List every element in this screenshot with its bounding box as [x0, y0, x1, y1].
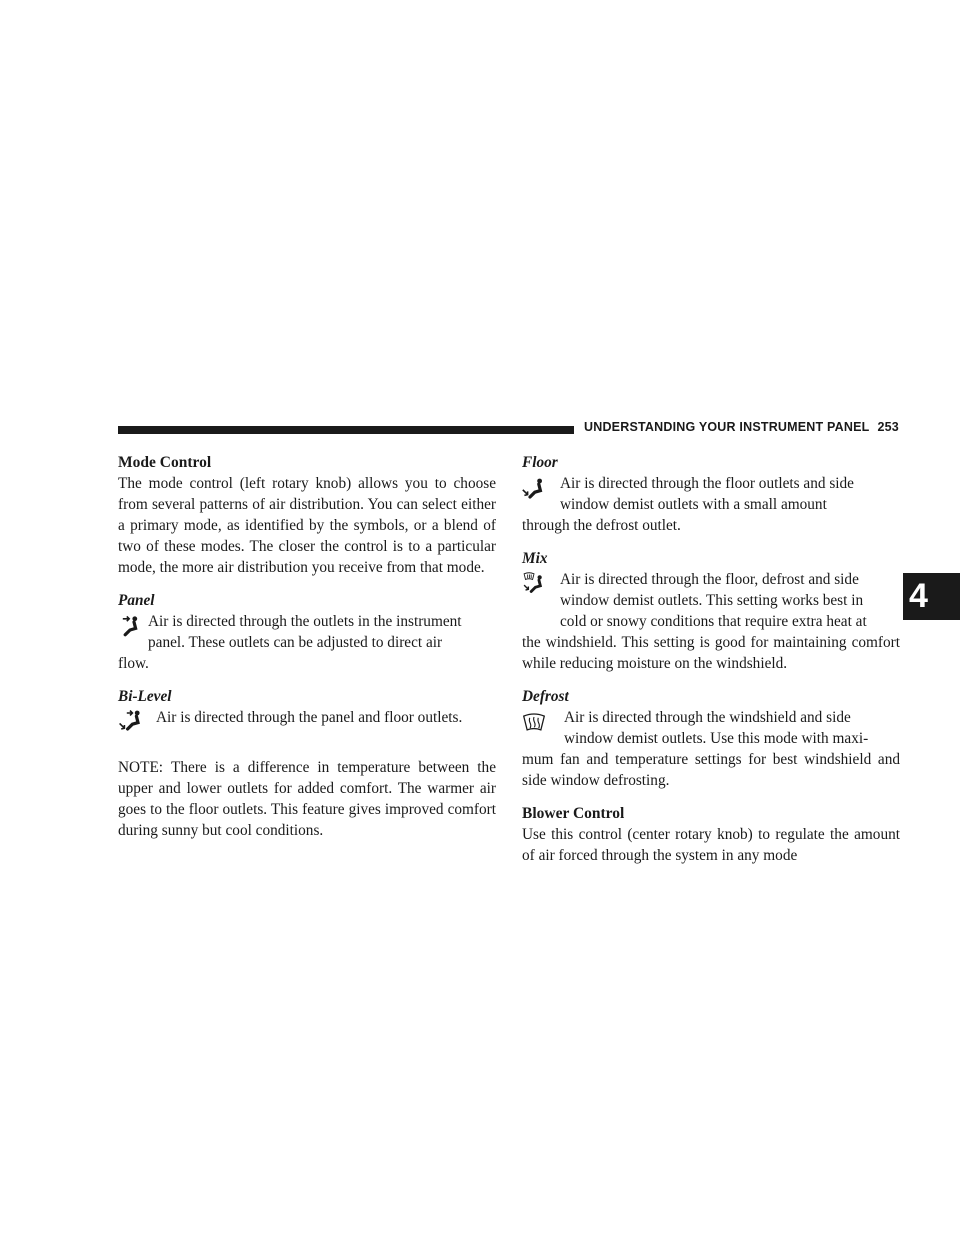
panel-line1: Air is directed through the outlets in the instrument — [148, 613, 462, 630]
mix-line3: cold or snowy conditions that require extra heat at — [560, 613, 867, 630]
blower-heading: Blower Control — [522, 805, 625, 822]
blower-text: Use this control (center rotary knob) to regulate the amount of air forced through the system in any mode — [522, 826, 900, 864]
header-rule — [118, 426, 574, 434]
mix-heading: Mix — [522, 550, 548, 567]
note-label: NOTE: — [118, 759, 164, 776]
running-header — [584, 420, 899, 434]
page-number: 253 — [877, 420, 899, 434]
defrost-mode — [522, 707, 900, 791]
note-text-rest: upper and lower outlets for added comfort. The warmer air goes to the floor outlets. This feature gives improved comfort during sunny but cool conditions. — [118, 780, 496, 839]
left-column — [118, 452, 496, 841]
note-text-first: There is a difference in temperature between the — [171, 759, 496, 776]
floor-mode-icon — [522, 477, 546, 501]
bilevel-text: Air is directed through the panel and floor outlets. — [156, 709, 463, 726]
mix-mode — [522, 569, 900, 674]
defrost-line2: window demist outlets. Use this mode with maxi- — [564, 730, 869, 747]
mix-line1: Air is directed through the floor, defrost and side — [560, 571, 859, 588]
panel-line3: flow. — [118, 655, 149, 672]
mix-mode-icon — [522, 571, 546, 595]
panel-heading: Panel — [118, 592, 155, 609]
panel-mode-icon — [118, 614, 142, 638]
defrost-line1: Air is directed through the windshield and side — [564, 709, 851, 726]
floor-line1: Air is directed through the floor outlets and side — [560, 475, 854, 492]
chapter-tab: 4 — [903, 573, 960, 620]
bilevel-mode — [118, 707, 496, 741]
header-title: UNDERSTANDING YOUR INSTRUMENT PANEL — [584, 420, 870, 434]
mode-control-text: The mode control (left rotary knob) allows you to choose from several patterns of air distribution. You can select either a primary mode, as identified by the symbols, or a blend of two of these modes. The closer the control is to a particular mode, the more air distribution you receive from that mode. — [118, 475, 496, 576]
right-column — [522, 452, 900, 866]
panel-line2: panel. These outlets can be adjusted to direct air — [148, 634, 443, 651]
note-paragraph — [118, 757, 496, 841]
mode-control-heading: Mode Control — [118, 454, 212, 471]
floor-heading: Floor — [522, 454, 558, 471]
panel-mode — [118, 611, 496, 674]
floor-line2: window demist outlets with a small amount — [560, 496, 827, 513]
floor-mode — [522, 473, 900, 536]
defrost-icon — [522, 711, 546, 735]
floor-line3: through the defrost outlet. — [522, 517, 681, 534]
mix-rest: the windshield. This setting is good for maintaining comfort while reducing moisture on the windshield. — [522, 634, 900, 672]
bilevel-mode-icon — [118, 709, 142, 733]
mix-line2: window demist outlets. This setting works best in — [560, 592, 864, 609]
defrost-heading: Defrost — [522, 688, 569, 705]
bilevel-heading: Bi-Level — [118, 688, 172, 705]
defrost-rest: mum fan and temperature settings for best windshield and side window defrosting. — [522, 751, 900, 789]
